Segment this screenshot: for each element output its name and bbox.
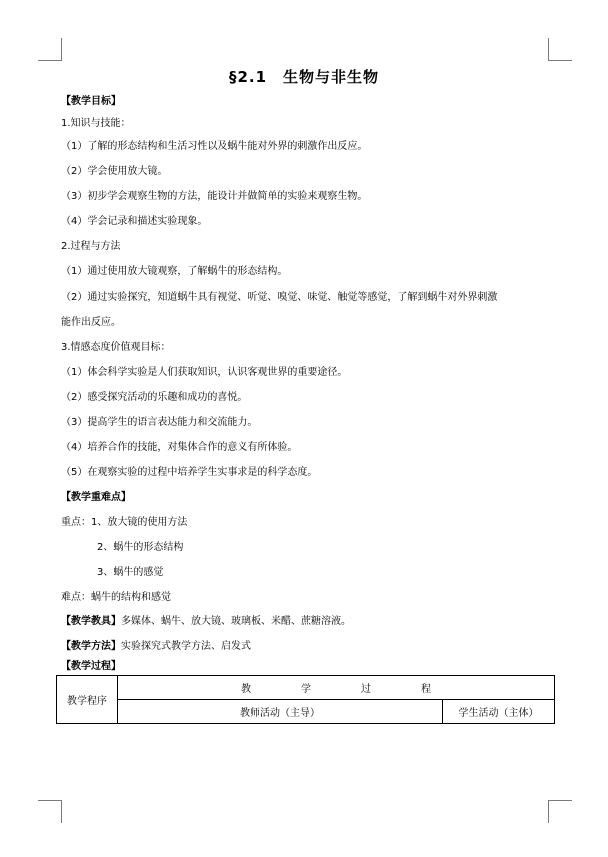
key-point: 重点：1、放大镜的使用方法 bbox=[61, 517, 188, 528]
key-point: 2、蜗牛的形态结构 bbox=[97, 542, 184, 553]
student-activity-header: 学生活动（主体） bbox=[443, 700, 555, 724]
span-header-cell: 教学过程 bbox=[118, 676, 555, 700]
process-item: （2）通过实验探究，知道蜗牛具有视觉、听觉、嗅觉、味觉、触觉等感觉，了解到蜗牛对外界刺激 bbox=[61, 292, 498, 303]
emotion-item: （5）在观察实验的过程中培养学生实事求是的科学态度。 bbox=[61, 467, 318, 478]
knowledge-heading: 1.知识与技能： bbox=[61, 118, 131, 129]
emotion-item: （1）体会科学实验是人们获取知识，认识客观世界的重要途径。 bbox=[61, 367, 348, 378]
tools-label: 【教学教具】 bbox=[61, 616, 121, 627]
process-item: （1）通过使用放大镜观察，了解蜗牛的形态结构。 bbox=[61, 266, 288, 277]
knowledge-item: （4）学会记录和描述实验现象。 bbox=[61, 216, 208, 227]
objectives-heading: 【教学目标】 bbox=[61, 96, 121, 107]
methods-line bbox=[61, 640, 251, 654]
tools-text: 多媒体、蜗牛、放大镜、玻璃板、米醋、蔗糖溶液。 bbox=[121, 616, 351, 627]
teacher-activity-header: 教师活动（主导） bbox=[118, 700, 443, 724]
key-point: 3、蜗牛的感觉 bbox=[97, 567, 164, 578]
process-heading: 2.过程与方法 bbox=[61, 241, 121, 252]
methods-label: 【教学方法】 bbox=[61, 641, 121, 652]
tools-line bbox=[61, 615, 351, 629]
difficulty-point: 难点：蜗牛的结构和感觉 bbox=[61, 592, 171, 603]
process-table-heading: 【教学过程】 bbox=[61, 661, 121, 672]
knowledge-item: （2）学会使用放大镜。 bbox=[61, 166, 168, 177]
emotion-heading: 3.情感态度价值观目标： bbox=[61, 342, 171, 353]
teaching-process-table bbox=[56, 675, 555, 724]
emotion-item: （2）感受探究活动的乐趣和成功的喜悦。 bbox=[61, 392, 248, 403]
knowledge-item: （3）初步学会观察生物的方法，能设计并做简单的实验来观察生物。 bbox=[61, 191, 368, 202]
document-title: §2.1 生物与非生物 bbox=[228, 68, 380, 86]
process-item-continued: 能作出反应。 bbox=[61, 317, 121, 328]
emotion-item: （4）培养合作的技能，对集体合作的意义有所体验。 bbox=[61, 442, 298, 453]
row-header-cell: 教学程序 bbox=[57, 676, 118, 724]
emotion-item: （3）提高学生的语言表达能力和交流能力。 bbox=[61, 417, 258, 428]
methods-text: 实验探究式教学方法、启发式 bbox=[121, 641, 251, 652]
knowledge-item: （1）了解的形态结构和生活习性以及蜗牛能对外界的刺激作出反应。 bbox=[61, 141, 368, 152]
key-difficulty-heading: 【教学重难点】 bbox=[61, 492, 131, 503]
